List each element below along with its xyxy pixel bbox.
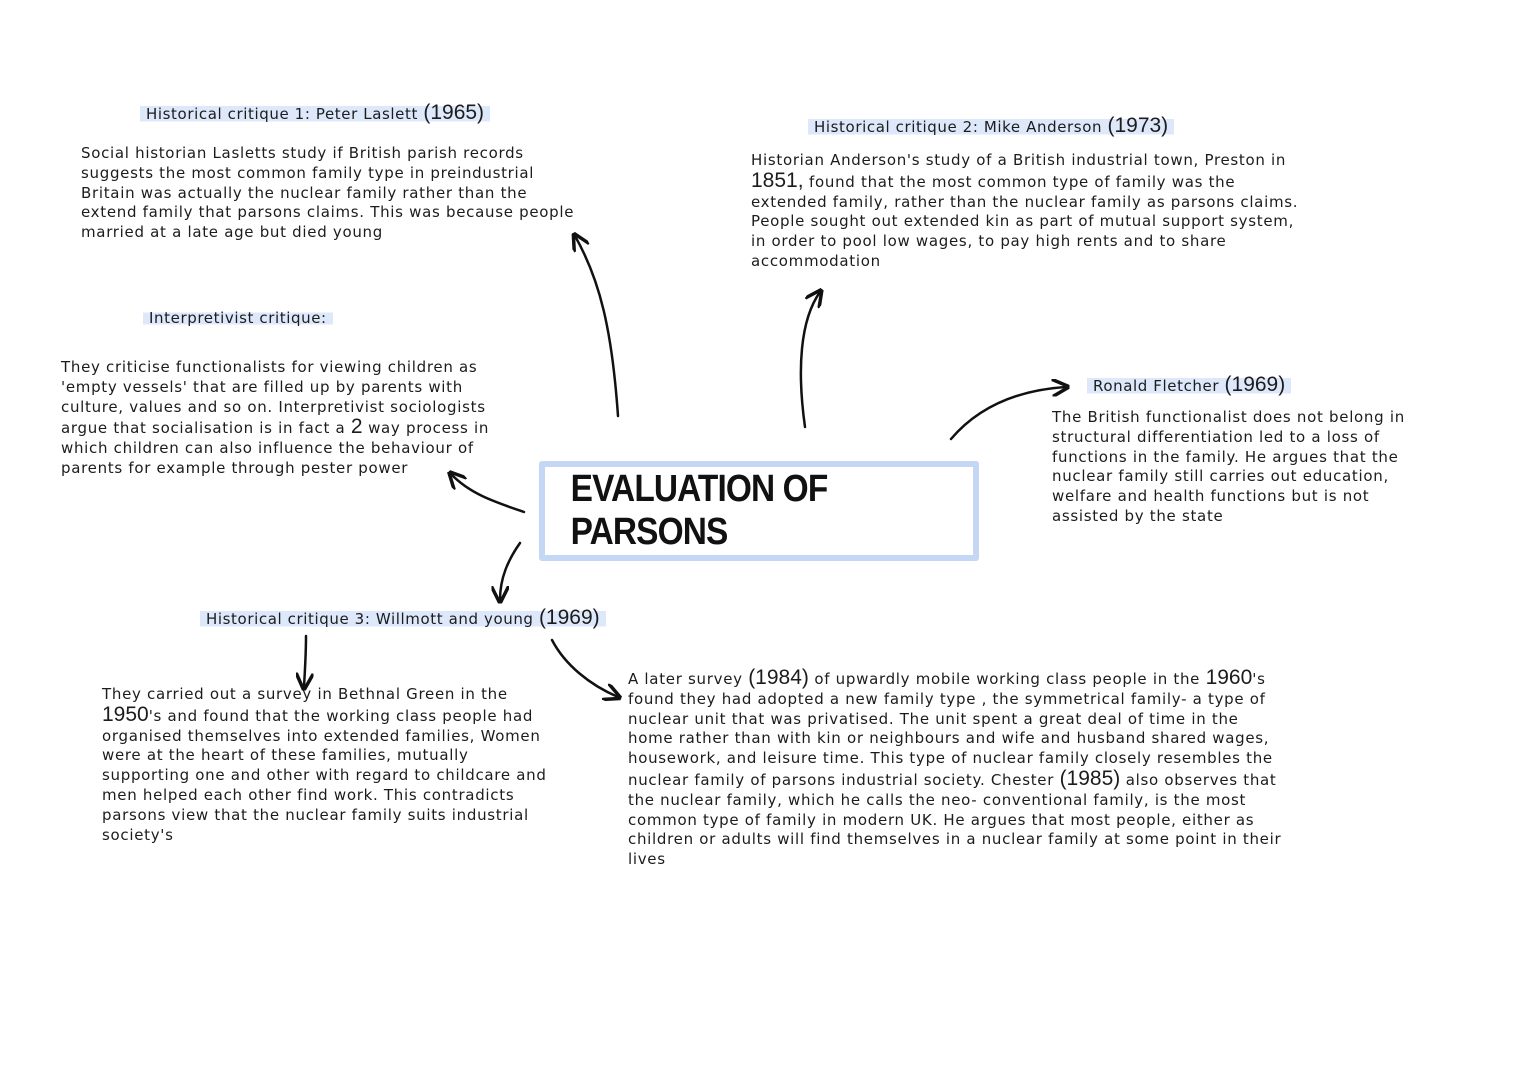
willmott-line: [102, 702, 547, 727]
later-survey-text-part: nuclear family of parsons industrial society. Chester: [628, 770, 1060, 789]
arrow-to-laslett: [575, 236, 618, 416]
anderson-line: extended family, rather than the nuclear family as parsons claims.: [751, 192, 1299, 211]
later-survey-line: lives: [628, 850, 666, 869]
laslett-heading-label: Historical critique 1: Peter Laslett: [146, 105, 418, 123]
interpretivist-line: parents for example through pester power: [61, 458, 409, 477]
later-survey-text-part: 's: [1252, 670, 1266, 688]
arrow-to-willmott: [500, 543, 520, 600]
willmott-line: parsons view that the nuclear family suits industrial: [102, 805, 529, 824]
willmott-text: [102, 685, 547, 845]
later-survey-line: nuclear unit that was privatised. The unit spent a great deal of time in the: [628, 709, 1239, 728]
interpretivist-heading-label: Interpretivist critique:: [149, 309, 327, 327]
later-survey-text-part: also observes that: [1120, 770, 1277, 789]
willmott-line: society's: [102, 825, 174, 844]
arrow-to-anderson: [801, 292, 820, 427]
fletcher-line: The British functionalist does not belong in: [1052, 408, 1405, 426]
anderson-line: Historian Anderson's study of a British industrial town, Preston in: [751, 151, 1287, 169]
fletcher-text: [1052, 408, 1405, 527]
later-survey-line: found they had adopted a new family type , the symmetrical family- a type of: [628, 689, 1266, 708]
willmott-line: men helped each other find work. This contradicts: [102, 785, 515, 804]
later-survey-text: [628, 668, 1281, 870]
fletcher-heading-label: Ronald Fletcher: [1093, 377, 1220, 395]
later-survey-line: children or adults will find themselves in a nuclear family at some point in their: [628, 830, 1282, 849]
interpretivist-number: 2: [350, 415, 363, 439]
willmott-line: were at the heart of these families, mutually: [102, 746, 469, 765]
interpretivist-line: which children can also influence the behaviour of: [61, 439, 474, 458]
anderson-text: [751, 151, 1298, 272]
interpretivist-line-end: way process in: [362, 419, 490, 438]
willmott-heading-year: (1969): [538, 606, 600, 629]
anderson-heading-year: (1973): [1107, 114, 1169, 137]
later-survey-year-1984: (1984): [748, 666, 809, 689]
laslett-line: Britain was actually the nuclear family rather than the: [81, 183, 528, 202]
interpretivist-heading: [143, 309, 333, 327]
later-survey-line: common type of family in modern UK. He argues that most people, either as: [628, 810, 1255, 829]
anderson-line: [751, 168, 1298, 193]
fletcher-line: structural differentiation led to a loss of: [1052, 427, 1380, 446]
willmott-line: organised themselves into extended families, Women: [102, 726, 541, 745]
anderson-line-rest: found that the most common type of family was the: [803, 172, 1236, 191]
later-survey-text-part: of upwardly mobile working class people in the: [808, 670, 1206, 688]
willmott-line: supporting one and other with regard to childcare and: [102, 766, 547, 785]
interpretivist-line-start: argue that socialisation is in fact a: [61, 419, 351, 438]
anderson-heading-label: Historical critique 2: Mike Anderson: [814, 118, 1103, 136]
later-survey-year-1985: (1985): [1059, 766, 1121, 790]
arrow-to-later-survey: [552, 640, 618, 697]
later-survey-decade: 1960: [1205, 666, 1253, 689]
willmott-heading: [200, 606, 606, 630]
later-survey-line: [628, 668, 1281, 690]
arrow-to-fletcher: [951, 387, 1066, 439]
anderson-line: in order to pool low wages, to pay high rents and to share: [751, 232, 1227, 251]
anderson-heading: [808, 114, 1174, 138]
laslett-line: married at a late age but died young: [81, 223, 383, 242]
central-topic-box: [539, 461, 979, 561]
fletcher-line: welfare and health functions but is not: [1052, 487, 1370, 506]
later-survey-line: housework, and leisure time. This type of nuclear family closely resembles the: [628, 749, 1273, 768]
laslett-line: extend family that parsons claims. This was because people: [81, 203, 575, 222]
willmott-line: They carried out a survey in Bethnal Green in the: [102, 685, 508, 703]
later-survey-line: [628, 766, 1281, 791]
fletcher-line: nuclear family still carries out education,: [1052, 467, 1389, 486]
fletcher-heading-year: (1969): [1224, 373, 1286, 396]
fletcher-line: assisted by the state: [1052, 506, 1224, 525]
interpretivist-line: They criticise functionalists for viewing children as: [61, 358, 478, 376]
laslett-heading-year: (1965): [423, 101, 485, 124]
arrow-willmott-down: [304, 636, 306, 687]
laslett-heading: [140, 101, 490, 125]
fletcher-heading: [1087, 373, 1291, 397]
laslett-line: suggests the most common family type in preindustrial: [81, 163, 535, 182]
anderson-year-1851: 1851,: [751, 168, 804, 192]
central-topic-title: EVALUATION OF PARSONS: [570, 468, 828, 553]
later-survey-text-part: A later survey: [628, 670, 749, 688]
willmott-year-1950: 1950: [102, 702, 149, 726]
anderson-line: accommodation: [751, 251, 881, 270]
willmott-heading-label: Historical critique 3: Willmott and young: [206, 610, 534, 628]
later-survey-line: the nuclear family, which he calls the neo- conventional family, is the most: [628, 790, 1247, 809]
arrow-to-interpretivist: [451, 474, 524, 512]
willmott-line-rest: 's and found that the working class people had: [148, 706, 534, 725]
interpretivist-line: [61, 417, 489, 439]
anderson-line: People sought out extended kin as part of mutual support system,: [751, 212, 1295, 231]
interpretivist-text: [61, 358, 489, 479]
interpretivist-line: culture, values and so on. Interpretivist sociologists: [61, 397, 486, 416]
interpretivist-line: 'empty vessels' that are filled up by parents with: [61, 377, 463, 396]
fletcher-line: functions in the family. He argues that the: [1052, 447, 1399, 466]
laslett-line: Social historian Lasletts study if British parish records: [81, 144, 524, 162]
laslett-text: [81, 144, 574, 243]
later-survey-line: home rather than with kin or neighbours and wife and husband shared wages,: [628, 729, 1270, 748]
